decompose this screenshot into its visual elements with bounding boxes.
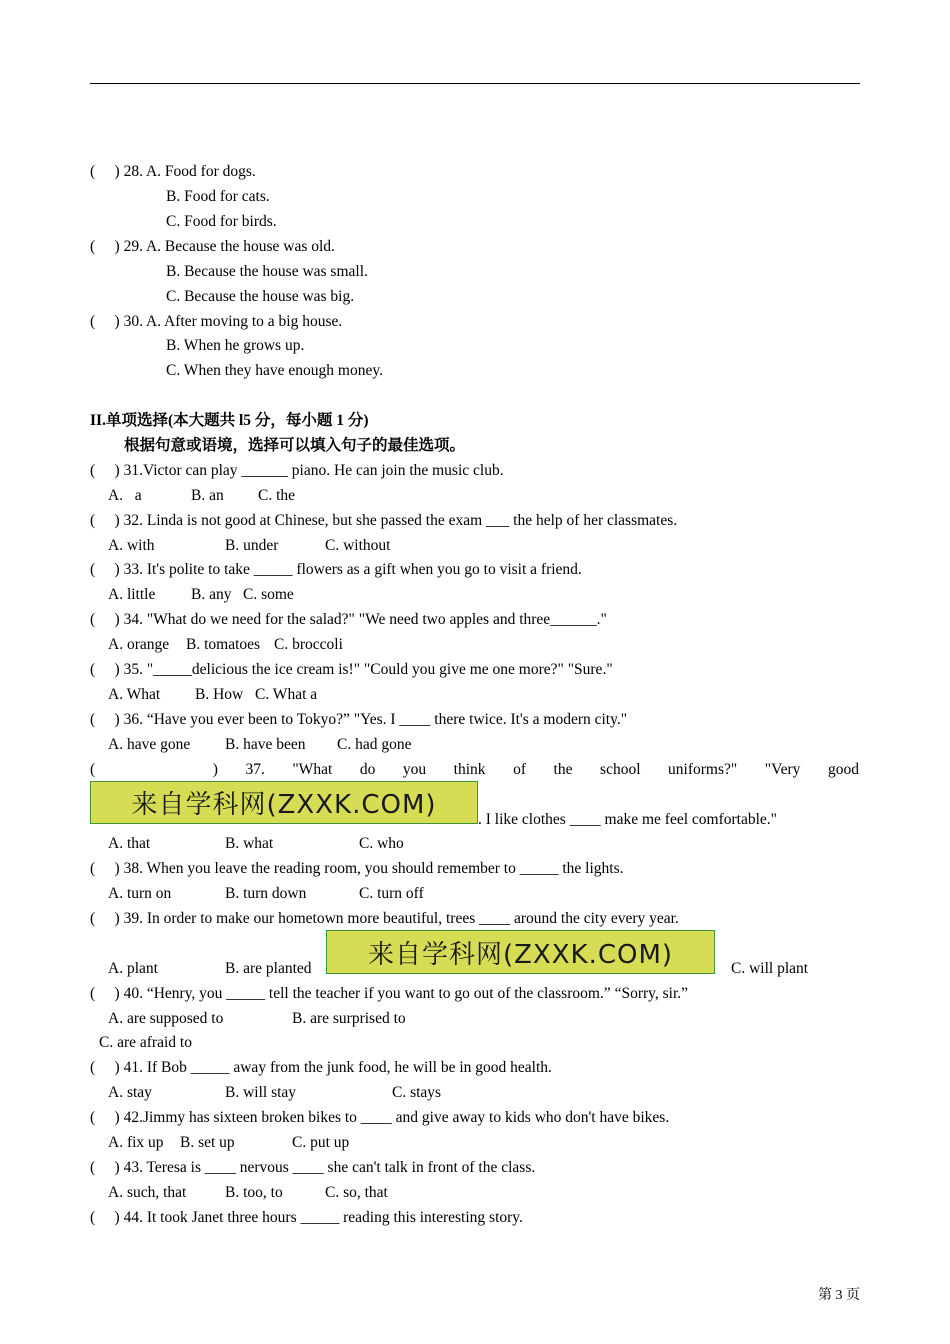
q40-stem: ( ) 40. “Henry, you _____ tell the teacher if you want to go out of the classroom.” “Sorry, sir.”	[90, 985, 689, 1002]
q37-word: think	[453, 761, 486, 778]
q36-option-c: C. had gone	[337, 736, 412, 753]
q37-word: "Very	[764, 761, 801, 778]
q31-option-a: A. a	[108, 487, 142, 504]
q38-option-b: B. turn down	[225, 885, 307, 902]
q29-option-c: C. Because the house was big.	[166, 288, 355, 305]
q35-stem: ( ) 35. "_____delicious the ice cream is!" "Could you give me one more?" "Sure."	[90, 661, 613, 678]
q38-option-a: A. turn on	[108, 885, 172, 902]
q41-option-a: A. stay	[108, 1084, 152, 1101]
section-title: II.单项选择(本大题共 l5 分，每小题 1 分)	[90, 412, 369, 429]
q37-word: do	[359, 761, 376, 778]
q29-stem: ( ) 29. A. Because the house was old.	[90, 238, 335, 255]
q41-option-c: C. stays	[392, 1084, 442, 1101]
q33-option-c: C. some	[243, 586, 294, 603]
q37-word: )	[212, 761, 218, 778]
q31-option-b: B. an	[191, 487, 224, 504]
q44-stem: ( ) 44. It took Janet three hours _____ reading this interesting story.	[90, 1209, 523, 1226]
q33-stem: ( ) 33. It's polite to take _____ flowers as a gift when you go to visit a friend.	[90, 561, 582, 578]
q33-option-b: B. any	[191, 586, 232, 603]
q40-option-a: A. are supposed to	[108, 1010, 224, 1027]
q32-option-a: A. with	[108, 537, 155, 554]
header-rule	[90, 83, 860, 84]
q38-option-c: C. turn off	[359, 885, 424, 902]
q35-option-c: C. What a	[255, 686, 318, 703]
q37-word: uniforms?"	[668, 761, 738, 778]
q35-option-a: A. What	[108, 686, 161, 703]
q43-option-b: B. too, to	[225, 1184, 283, 1201]
q34-option-a: A. orange	[108, 636, 170, 653]
q39-option-c: C. will plant	[731, 960, 809, 977]
q34-stem: ( ) 34. "What do we need for the salad?" "We need two apples and three______."	[90, 611, 607, 628]
q36-option-b: B. have been	[225, 736, 306, 753]
q41-stem: ( ) 41. If Bob _____ away from the junk food, he will be in good health.	[90, 1059, 552, 1076]
q37-word: (	[90, 761, 96, 778]
q35-option-b: B. How	[195, 686, 244, 703]
q39-option-b: B. are planted	[225, 960, 312, 977]
q43-option-c: C. so, that	[325, 1184, 388, 1201]
q39-stem: ( ) 39. In order to make our hometown more beautiful, trees ____ around the city every year.	[90, 910, 679, 927]
q41-option-b: B. will stay	[225, 1084, 297, 1101]
q42-option-c: C. put up	[292, 1134, 350, 1151]
section-instruction: 根据句意或语境，选择可以填入句子的最佳选项。	[124, 437, 466, 454]
q29-option-b: B. Because the house was small.	[166, 263, 368, 280]
q31-stem: ( ) 31.Victor can play ______ piano. He can join the music club.	[90, 462, 504, 479]
q40-option-b: B. are surprised to	[292, 1010, 406, 1027]
q34-option-b: B. tomatoes	[186, 636, 261, 653]
q32-option-b: B. under	[225, 537, 279, 554]
q36-option-a: A. have gone	[108, 736, 191, 753]
q30-option-c: C. When they have enough money.	[166, 362, 383, 379]
q28-option-c: C. Food for birds.	[166, 213, 277, 230]
q42-option-b: B. set up	[180, 1134, 235, 1151]
q28-option-b: B. Food for cats.	[166, 188, 270, 205]
q37-option-c: C. who	[359, 835, 404, 852]
q39-option-a: A. plant	[108, 960, 158, 977]
q37-word: "What	[292, 761, 333, 778]
q33-option-a: A. little	[108, 586, 156, 603]
q31-option-c: C. the	[258, 487, 296, 504]
q37-word: good	[827, 761, 859, 778]
q37-option-b: B. what	[225, 835, 274, 852]
q42-stem: ( ) 42.Jimmy has sixteen broken bikes to ____ and give away to kids who don't have bikes.	[90, 1109, 670, 1126]
q32-option-c: C. without	[325, 537, 391, 554]
q34-option-c: C. broccoli	[274, 636, 343, 653]
q37-option-a: A. that	[108, 835, 151, 852]
watermark-banner	[326, 930, 715, 974]
q32-stem: ( ) 32. Linda is not good at Chinese, but she passed the exam ___ the help of her classmates.	[90, 512, 678, 529]
q38-stem: ( ) 38. When you leave the reading room, you should remember to _____ the lights.	[90, 860, 624, 877]
q43-stem: ( ) 43. Teresa is ____ nervous ____ she can't talk in front of the class.	[90, 1159, 536, 1176]
q37-word: of	[513, 761, 526, 778]
watermark-text: 来自学科网(ZXXK.COM)	[367, 939, 674, 970]
page-number: 第 3 页	[818, 1288, 860, 1303]
q37-word: the	[553, 761, 573, 778]
q37-word: you	[402, 761, 427, 778]
q28-stem: ( ) 28. A. Food for dogs.	[90, 163, 256, 180]
q37-continuation: . I like clothes ____ make me feel comfortable."	[478, 811, 777, 828]
q43-option-a: A. such, that	[108, 1184, 187, 1201]
q42-option-a: A. fix up	[108, 1134, 164, 1151]
watermark-banner	[90, 781, 478, 824]
watermark-text: 来自学科网(ZXXK.COM)	[131, 790, 437, 820]
q30-stem: ( ) 30. A. After moving to a big house.	[90, 313, 343, 330]
q37-stem	[90, 760, 859, 780]
q37-word: 37.	[245, 761, 265, 778]
q36-stem: ( ) 36. “Have you ever been to Tokyo?” "Yes. I ____ there twice. It's a modern city."	[90, 711, 628, 728]
q37-word: school	[600, 761, 641, 778]
q30-option-b: B. When he grows up.	[166, 337, 305, 354]
q40-option-c: C. are afraid to	[99, 1034, 192, 1051]
